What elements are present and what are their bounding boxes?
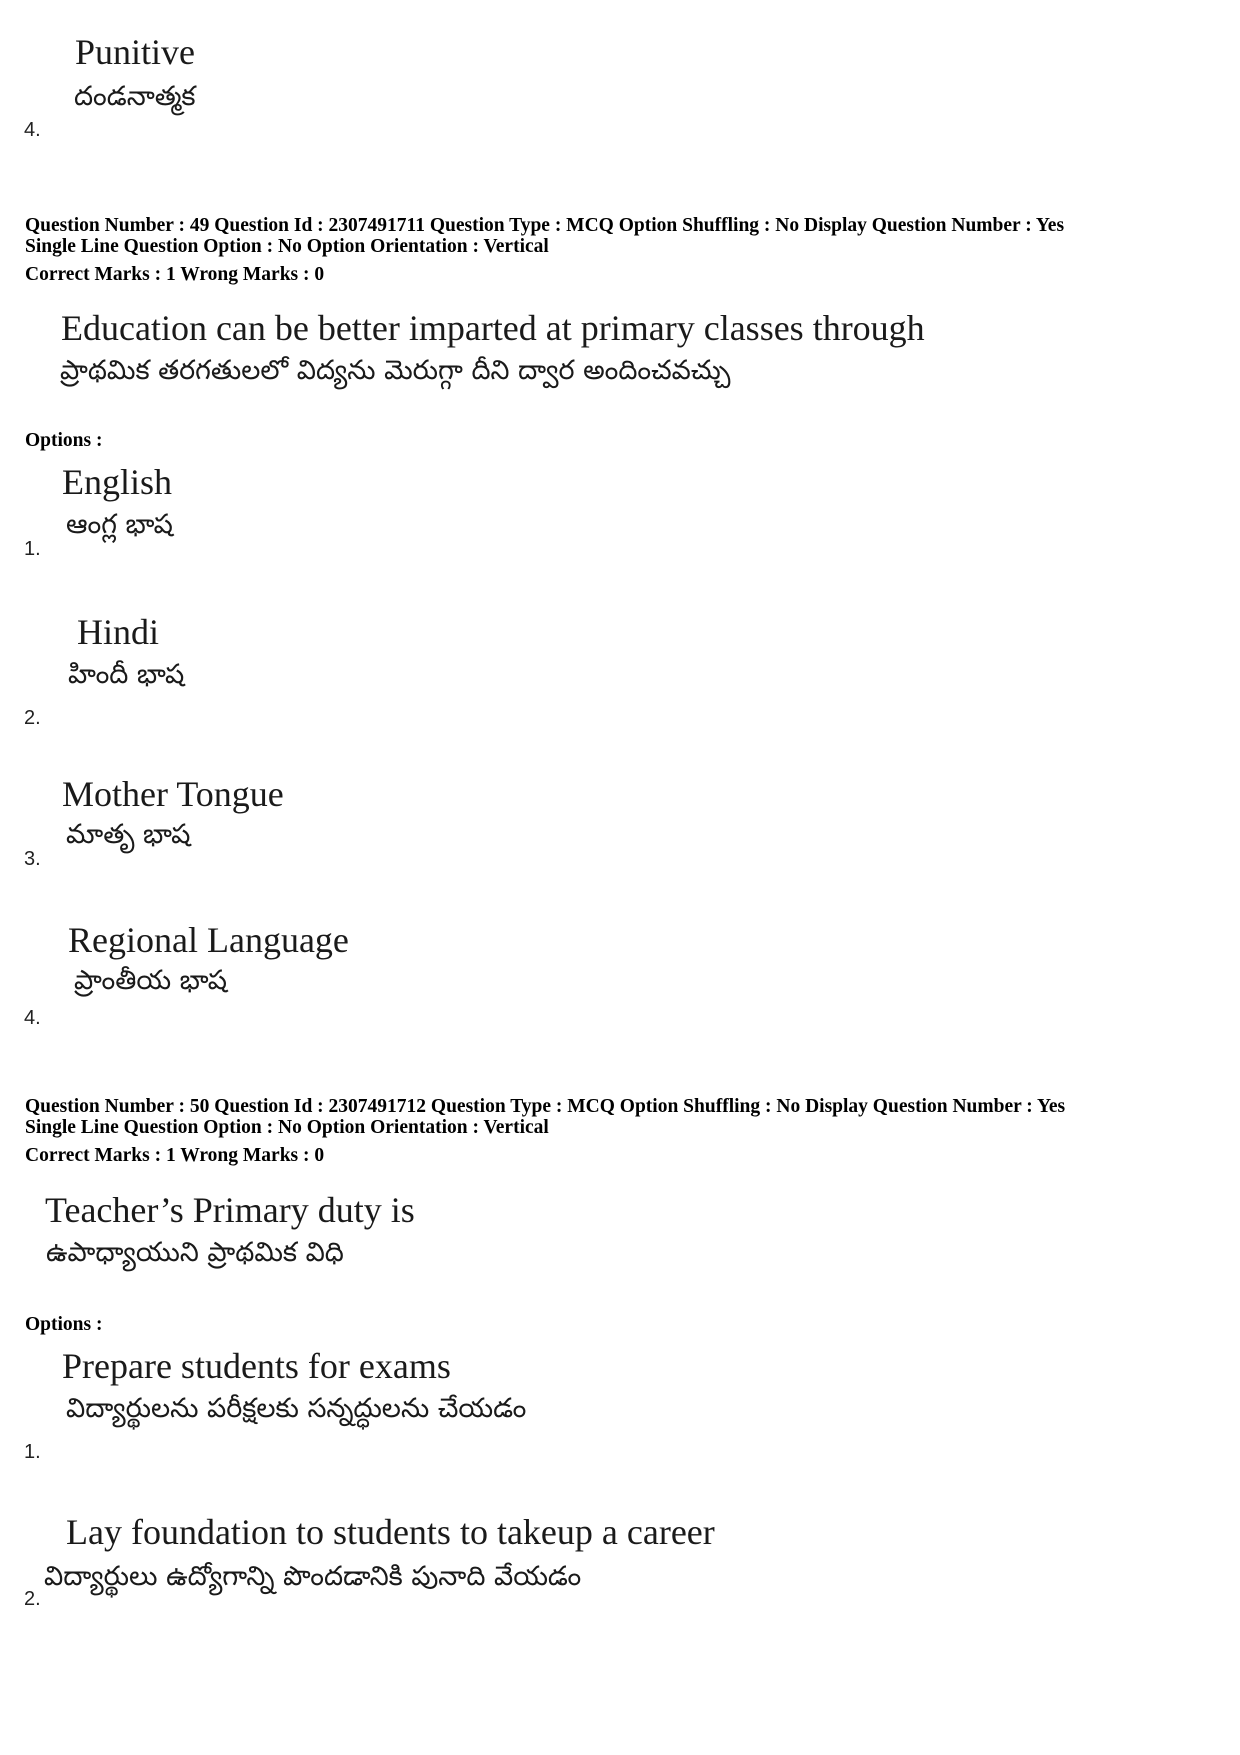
question-meta-line2: Single Line Question Option : No Option Orientation : Vertical: [25, 1117, 549, 1138]
option-number: 4.: [24, 119, 41, 141]
option-english: Punitive: [75, 32, 196, 72]
option-telugu: దండనాత్మక: [74, 81, 196, 112]
question-telugu: ప్రాథమిక తరగతులలో విద్యను మెరుగ్గా దీని ద్వార అందించవచ్చు: [60, 355, 731, 386]
option-telugu: ఆంగ్ల భాష: [66, 509, 173, 540]
option-english: Regional Language: [68, 920, 349, 960]
option-english: Mother Tongue: [62, 774, 284, 814]
options-label: Options :: [25, 1314, 103, 1335]
option-english: Hindi: [77, 612, 160, 652]
question-meta-line1: Question Number : 49 Question Id : 2307491711 Question Type : MCQ Option Shuffling : No Display Question Number : Yes: [25, 215, 1065, 236]
option-number: 1.: [24, 538, 41, 560]
option-english: Lay foundation to students to takeup a career: [66, 1512, 715, 1552]
option-telugu: హిందీ భాష: [68, 659, 185, 690]
option-number: 4.: [24, 1007, 41, 1029]
option-telugu: విద్యార్థులను పరీక్షలకు సన్నద్ధులను చేయడం: [66, 1393, 527, 1424]
question-english: Education can be better imparted at primary classes through: [61, 308, 925, 348]
option-number: 1.: [24, 1441, 41, 1463]
question-telugu: ఉపాధ్యాయుని ప్రాథమిక విధి: [46, 1237, 344, 1268]
option-telugu: ప్రాంతీయ భాష: [74, 965, 228, 996]
option-number: 2.: [24, 1588, 41, 1610]
option-number: 2.: [24, 707, 41, 729]
question-marks: Correct Marks : 1 Wrong Marks : 0: [25, 1145, 325, 1166]
option-number: 3.: [24, 848, 41, 870]
options-label: Options :: [25, 430, 103, 451]
question-meta-line1: Question Number : 50 Question Id : 2307491712 Question Type : MCQ Option Shuffling : No Display Question Number : Yes: [25, 1096, 1066, 1117]
question-english: Teacher’s Primary duty is: [45, 1190, 415, 1230]
option-english: Prepare students for exams: [62, 1346, 451, 1386]
option-telugu: మాతృ భాష: [66, 819, 191, 850]
question-meta-line2: Single Line Question Option : No Option Orientation : Vertical: [25, 236, 549, 257]
option-telugu: విద్యార్థులు ఉద్యోగాన్ని పొందడానికి పునాది వేయడం: [44, 1561, 582, 1592]
option-english: English: [62, 462, 173, 502]
question-marks: Correct Marks : 1 Wrong Marks : 0: [25, 264, 325, 285]
